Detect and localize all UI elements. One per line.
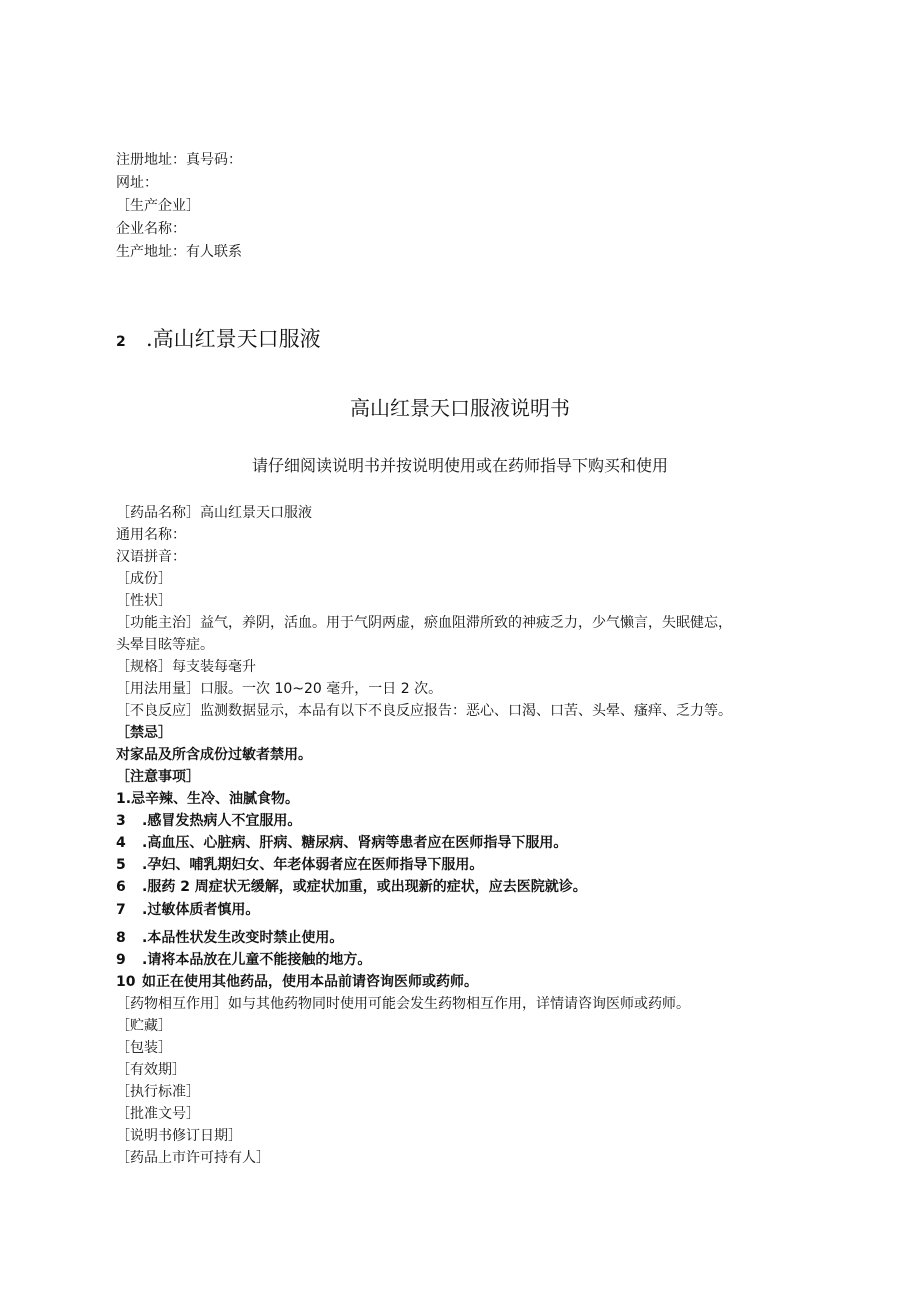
precaution-number: 10 [116,974,136,990]
document-title: 高山红景天口服液说明书 [350,396,570,420]
interactions-field: ［药物相互作用］如与其他药物同时使用可能会发生药物相互作用，详情请咨询医师或药师。 [116,996,690,1012]
drug-name-field: ［药品名称］高山红景天口服液 [116,505,312,521]
precaution-text: .过敏体质者慎用。 [142,902,260,918]
precaution-text: 忌辛辣、生冷、油腻食物。 [131,791,300,807]
precaution-item [116,877,587,897]
precaution-item [116,811,301,831]
production-address-line: 生产地址：有人联系 [116,244,242,260]
precaution-text: .孕妇、哺乳期妇女、年老体弱者应在医师指导下服用。 [142,857,484,873]
precautions-heading: ［注意事项］ [116,769,200,785]
ingredients-field: ［成份］ [116,571,172,587]
document-subtitle: 请仔细阅读说明书并按说明使用或在药师指导下购买和使用 [251,456,668,475]
approval-number-field: ［批准文号］ [116,1106,200,1122]
precaution-text: .高血压、心脏病、肝病、糖尿病、肾病等患者应在医师指导下服用。 [142,835,568,851]
specification-field: ［规格］每支装每毫升 [116,659,256,675]
generic-name-field: 通用名称： [116,527,186,543]
precaution-item [116,789,299,809]
precaution-number: 4 [116,835,126,851]
manufacturer-heading: ［生产企业］ [116,198,200,214]
precaution-number: 1. [116,791,132,807]
dosage-field: ［用法用量］口服。一次 10~20 毫升，一日 2 次。 [116,681,443,697]
precaution-item [116,928,343,948]
precaution-text: 如正在使用其他药品，使用本品前请咨询医师或药师。 [142,974,478,990]
license-holder-field: ［药品上市许可持有人］ [116,1150,270,1166]
precaution-text: .请将本品放在儿童不能接触的地方。 [142,952,372,968]
standard-field: ［执行标准］ [116,1084,200,1100]
precaution-number: 3 [116,813,126,829]
precaution-number: 8 [116,930,126,946]
precaution-number: 7 [116,902,126,918]
indications-field-line2: 头晕目眩等症。 [116,637,214,653]
revision-date-field: ［说明书修订日期］ [116,1128,242,1144]
indications-field-line1: ［功能主治］益气，养阴，活血。用于气阴两虚，瘀血阻滞所致的神疲乏力，少气懒言，失眠健忘， [116,615,732,631]
website-line: 网址： [116,175,158,191]
precaution-number: 9 [116,952,126,968]
precaution-item [116,855,483,875]
properties-field: ［性状］ [116,593,172,609]
adverse-reactions-field: ［不良反应］监测数据显示，本品有以下不良反应报告：恶心、口渴、口苦、头晕、瘙痒、乏力等。 [116,703,732,719]
section-number: 2 [116,334,126,350]
precaution-item [116,833,567,853]
precaution-text: .感冒发热病人不宜服用。 [142,813,302,829]
precaution-number: 6 [116,879,126,895]
precaution-text: .本品性状发生改变时禁止使用。 [142,930,344,946]
register-address-line: 注册地址：真号码： [116,152,242,168]
contraindications-heading: ［禁忌］ [116,725,172,741]
validity-field: ［有效期］ [116,1062,186,1078]
precaution-item [116,950,371,970]
section-title: .高山红景天口服液 [146,327,321,351]
pinyin-field: 汉语拼音： [116,549,186,565]
precaution-item [116,972,478,992]
packaging-field: ［包装］ [116,1040,172,1056]
contraindications-text: 对家品及所含成份过敏者禁用。 [116,747,312,763]
company-name-line: 企业名称： [116,221,186,237]
storage-field: ［贮藏］ [116,1018,172,1034]
section-heading [116,325,321,356]
precaution-number: 5 [116,857,126,873]
precaution-text: .服药 2 周症状无缓解，或症状加重，或出现新的症状，应去医院就诊。 [142,879,587,895]
precaution-item [116,900,259,920]
